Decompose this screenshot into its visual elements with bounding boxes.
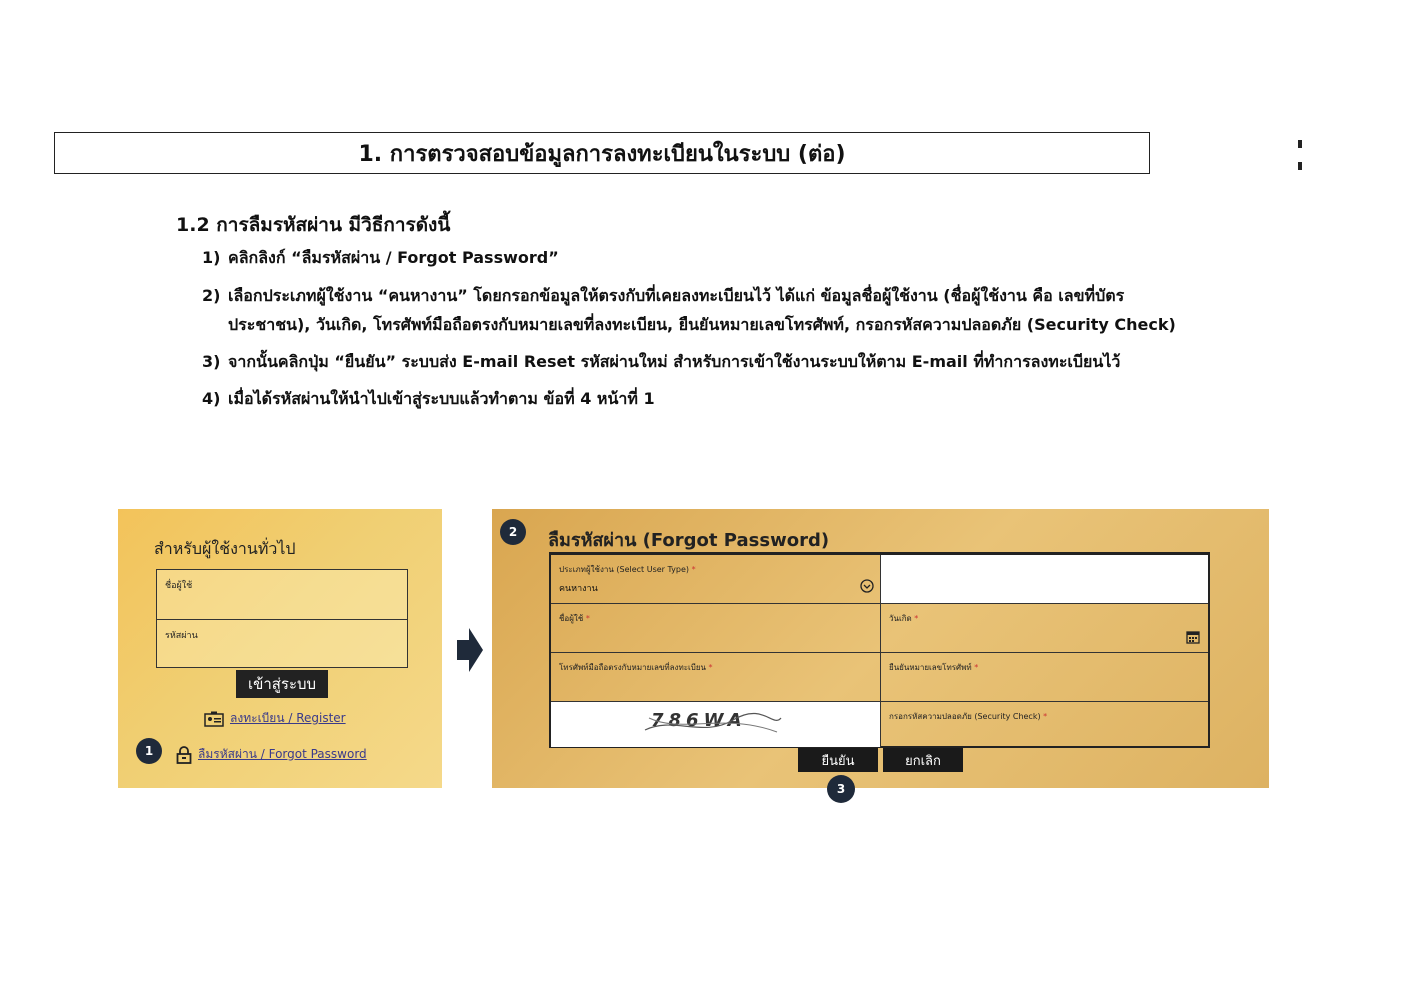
lock-icon xyxy=(176,746,192,764)
empty-cell xyxy=(881,555,1208,604)
user-type-value: คนหางาน xyxy=(559,584,598,594)
step-text: เลือกประเภทผู้ใช้งาน “คนหางาน” โดยกรอกข้อมูลให้ตรงกับที่เคยลงทะเบียนไว้ ได้แก่ ข้อมูลชื่อผู้ใช้งาน (ชื่อผู้ใช้งาน คือ เลขที่บัตร xyxy=(228,286,1125,305)
step-text-continued: ประชาชน), วันเกิด, โทรศัพท์มือถือตรงกับหมายเลขที่ลงทะเบียน, ยืนยันหมายเลขโทรศัพท์, กรอกรหัสความปลอดภัย (Security Check) xyxy=(228,315,1176,334)
forgot-password-title: ลืมรหัสผ่าน (Forgot Password) xyxy=(548,530,830,551)
birthdate-field[interactable] xyxy=(881,604,1208,653)
captcha-noise xyxy=(643,708,783,740)
password-field[interactable] xyxy=(157,619,407,669)
phone-field[interactable] xyxy=(551,653,881,702)
step-number: 3) xyxy=(202,352,221,371)
required-mark: * xyxy=(1043,712,1048,721)
login-button[interactable]: เข้าสู่ระบบ xyxy=(236,670,328,698)
calendar-icon[interactable] xyxy=(1186,630,1200,644)
required-mark: * xyxy=(585,614,590,623)
margin-mark xyxy=(1298,140,1302,172)
username-label: ชื่อผู้ใช้ xyxy=(165,581,193,591)
step-text: จากนั้นคลิกปุ่ม “ยืนยัน” ระบบส่ง E-mail Reset รหัสผ่านใหม่ สำหรับการเข้าใช้งานระบบให้ตาม E-mail ที่ทำการลงทะเบียนไว้ xyxy=(228,352,1121,371)
step-1 xyxy=(202,243,1232,272)
login-form xyxy=(156,569,408,668)
step-3 xyxy=(202,347,1232,376)
required-mark: * xyxy=(708,663,713,672)
security-check-field[interactable] xyxy=(881,702,1208,747)
section-heading xyxy=(54,132,1150,174)
step-badge-1: 1 xyxy=(136,738,162,764)
captcha-text: 786WA xyxy=(651,710,747,731)
username-label: ชื่อผู้ใช้ xyxy=(559,614,584,623)
username-field[interactable] xyxy=(157,570,407,619)
register-link[interactable]: ลงทะเบียน / Register xyxy=(230,711,346,725)
cancel-button[interactable]: ยกเลิก xyxy=(883,748,963,772)
phone-confirm-field[interactable] xyxy=(881,653,1208,702)
register-row xyxy=(204,709,346,728)
confirm-button[interactable]: ยืนยัน xyxy=(798,748,878,772)
forgot-password-form xyxy=(549,552,1210,748)
password-label: รหัสผ่าน xyxy=(165,631,198,641)
user-type-select[interactable] xyxy=(551,555,881,604)
phone-label: โทรศัพท์มือถือตรงกับหมายเลขที่ลงทะเบียน xyxy=(559,663,706,672)
step-text: เมื่อได้รหัสผ่านให้นำไปเข้าสู่ระบบแล้วทำตาม ข้อที่ 4 หน้าที่ 1 xyxy=(228,389,655,408)
username-field[interactable] xyxy=(551,604,881,653)
chevron-down-icon xyxy=(860,579,874,593)
section-heading-text: 1. การตรวจสอบข้อมูลการลงทะเบียนในระบบ (ต่อ) xyxy=(358,141,846,167)
step-text: คลิกลิงก์ “ลืมรหัสผ่าน / Forgot Password” xyxy=(228,248,559,267)
step-number: 1) xyxy=(202,248,221,267)
security-check-label: กรอกรหัสความปลอดภัย (Security Check) xyxy=(889,712,1041,721)
subsection-title: 1.2 การลืมรหัสผ่าน มีวิธีการดังนี้ xyxy=(176,214,451,236)
id-card-icon xyxy=(204,711,224,727)
step-number: 4) xyxy=(202,389,221,408)
login-panel xyxy=(118,509,442,788)
step-badge-2: 2 xyxy=(500,519,526,545)
step-number: 2) xyxy=(202,286,221,305)
forgot-password-panel xyxy=(492,509,1269,796)
phone-confirm-label: ยืนยันหมายเลขโทรศัพท์ xyxy=(889,663,972,672)
step-4 xyxy=(202,384,1232,413)
arrow-right-icon xyxy=(457,628,483,672)
required-mark: * xyxy=(974,663,979,672)
step-badge-3: 3 xyxy=(827,775,855,803)
birthdate-label: วันเกิด xyxy=(889,614,912,623)
forgot-password-link[interactable]: ลืมรหัสผ่าน / Forgot Password xyxy=(198,747,367,761)
captcha-image xyxy=(551,702,881,747)
forgot-row xyxy=(176,745,367,764)
user-type-label: ประเภทผู้ใช้งาน (Select User Type) xyxy=(559,565,690,574)
required-mark: * xyxy=(691,565,696,574)
step-2 xyxy=(202,281,1232,339)
login-panel-title: สำหรับผู้ใช้งานทั่วไป xyxy=(154,539,296,558)
required-mark: * xyxy=(914,614,919,623)
